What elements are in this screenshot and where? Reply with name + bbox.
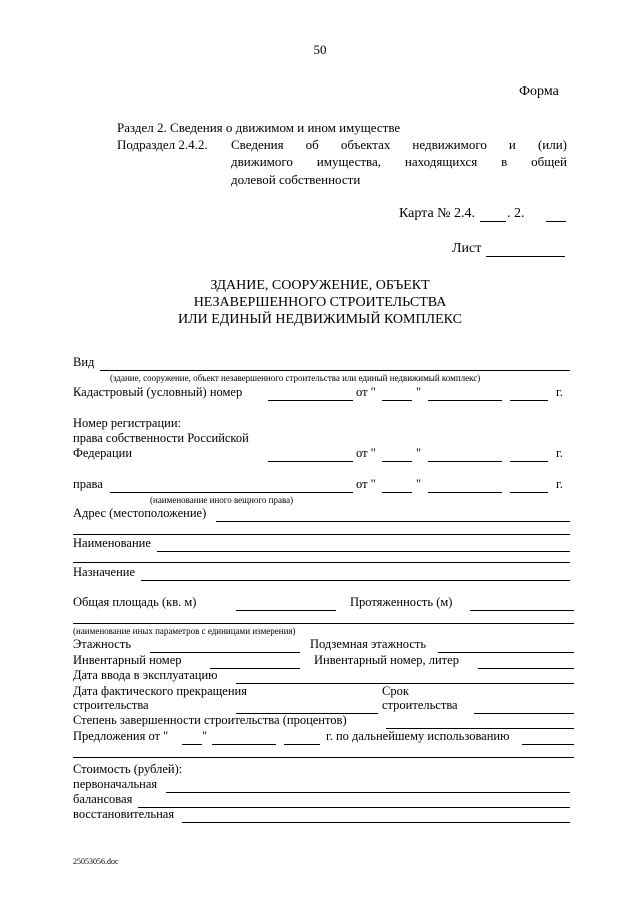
length-field[interactable] xyxy=(470,610,574,611)
name-field[interactable] xyxy=(157,551,570,552)
prava-day-field[interactable] xyxy=(382,492,412,493)
address-label: Адрес (местоположение) xyxy=(73,506,207,520)
cadastral-day-field[interactable] xyxy=(382,400,412,401)
initial-cost-field[interactable] xyxy=(166,792,570,793)
prava-hint: (наименование иного вещного права) xyxy=(150,495,294,505)
cadastral-label: Кадастровый (условный) номер xyxy=(73,385,243,399)
rf-month-field[interactable] xyxy=(428,461,502,462)
doc-title-line-1: ЗДАНИЕ, СООРУЖЕНИЕ, ОБЪЕКТ xyxy=(210,278,430,293)
cost-label: Стоимость (рублей): xyxy=(73,762,183,776)
address-field-2[interactable] xyxy=(73,534,570,535)
sheet-blank[interactable] xyxy=(486,256,565,257)
sheet-label: Лист xyxy=(452,241,482,256)
other-params-field[interactable] xyxy=(73,623,574,624)
balance-cost-field[interactable] xyxy=(138,807,570,808)
cadastral-year-suffix: г. xyxy=(556,385,563,399)
doc-title-line-3: ИЛИ ЕДИНЫЙ НЕДВИЖИМЫЙ КОМПЛЕКС xyxy=(178,312,462,327)
area-field[interactable] xyxy=(236,610,336,611)
commission-date-label: Дата ввода в эксплуатацию xyxy=(73,668,218,682)
rf-ot: от " xyxy=(356,446,376,460)
subsection-text-1: Сведения об объектах недвижимого и (или) xyxy=(231,137,567,152)
rf-quote: " xyxy=(416,446,422,460)
prava-month-field[interactable] xyxy=(428,492,502,493)
prava-ot: от " xyxy=(356,477,376,491)
restoration-cost-field[interactable] xyxy=(182,822,570,823)
card-number-prefix: Карта № 2.4. xyxy=(399,206,476,221)
rf-reg-number-field[interactable] xyxy=(268,461,353,462)
proposals-label: Предложения от " xyxy=(73,729,169,743)
rf-year-suffix: г. xyxy=(556,446,563,460)
vid-field[interactable] xyxy=(100,370,570,371)
balance-cost-label: балансовая xyxy=(73,792,133,806)
address-field[interactable] xyxy=(216,521,570,522)
prava-year-suffix: г. xyxy=(556,477,563,491)
card-number-blank-2[interactable] xyxy=(546,221,566,222)
completion-label: Степень завершенности строительства (процентов) xyxy=(73,713,347,727)
restoration-cost-label: восстановительная xyxy=(73,807,175,821)
cadastral-ot: от " xyxy=(356,385,376,399)
prava-quote: " xyxy=(416,477,422,491)
stop-date-label-2: строительства xyxy=(73,698,149,712)
card-number-blank-1[interactable] xyxy=(480,221,506,222)
rf-year-field[interactable] xyxy=(510,461,548,462)
cadastral-year-field[interactable] xyxy=(510,400,548,401)
cadastral-number-field[interactable] xyxy=(268,400,353,401)
subsection-text-3: долевой собственности xyxy=(231,172,361,187)
proposals-day-field[interactable] xyxy=(182,744,202,745)
purpose-field[interactable] xyxy=(141,580,570,581)
inventory-letter-label: Инвентарный номер, литер xyxy=(314,653,459,667)
term-field[interactable] xyxy=(474,713,574,714)
purpose-label: Назначение xyxy=(73,565,136,579)
prava-label: права xyxy=(73,477,103,491)
card-number-middle: . 2. xyxy=(507,206,525,221)
page-number: 50 xyxy=(313,42,327,57)
area-label: Общая площадь (кв. м) xyxy=(73,595,197,609)
subsection-text-2: движимого имущества, находящихся в общей xyxy=(231,154,567,169)
cadastral-month-field[interactable] xyxy=(428,400,502,401)
rf-rights-label-2: Федерации xyxy=(73,446,133,460)
rf-day-field[interactable] xyxy=(382,461,412,462)
name-field-2[interactable] xyxy=(73,562,570,563)
proposals-month-field[interactable] xyxy=(212,744,276,745)
name-label: Наименование xyxy=(73,536,151,550)
inventory-field[interactable] xyxy=(210,668,300,669)
inventory-label: Инвентарный номер xyxy=(73,653,182,667)
prava-field[interactable] xyxy=(110,492,353,493)
section-title: Раздел 2. Сведения о движимом и ином имуществе xyxy=(117,120,401,135)
subsection-label: Подраздел 2.4.2. xyxy=(117,137,208,152)
footer-filename: 25053056.doc xyxy=(73,857,119,866)
term-label-1: Срок xyxy=(382,684,409,698)
length-label: Протяженность (м) xyxy=(350,595,453,609)
rf-rights-label-1: права собственности Российской xyxy=(73,431,249,445)
proposals-field-2[interactable] xyxy=(73,757,574,758)
floors-label: Этажность xyxy=(73,637,132,651)
proposals-year-field[interactable] xyxy=(284,744,320,745)
proposals-quote: " xyxy=(202,729,208,743)
vid-hint: (здание, сооружение, объект незавершенного строительства или единый недвижимый комплекс) xyxy=(110,373,481,383)
cadastral-quote: " xyxy=(416,385,422,399)
other-params-hint: (наименование иных параметров с единицами измерения) xyxy=(73,626,296,636)
initial-cost-label: первоначальная xyxy=(73,777,158,791)
reg-number-label: Номер регистрации: xyxy=(73,416,181,430)
proposals-tail: г. по дальнейшему использованию xyxy=(326,729,510,743)
inventory-letter-field[interactable] xyxy=(478,668,574,669)
proposals-field[interactable] xyxy=(522,744,574,745)
form-label: Форма xyxy=(519,84,559,99)
prava-year-field[interactable] xyxy=(510,492,548,493)
underground-label: Подземная этажность xyxy=(310,637,427,651)
vid-label: Вид xyxy=(73,355,95,369)
stop-date-label-1: Дата фактического прекращения xyxy=(73,684,247,698)
doc-title-line-2: НЕЗАВЕРШЕННОГО СТРОИТЕЛЬСТВА xyxy=(193,295,447,310)
term-label-2: строительства xyxy=(382,698,458,712)
